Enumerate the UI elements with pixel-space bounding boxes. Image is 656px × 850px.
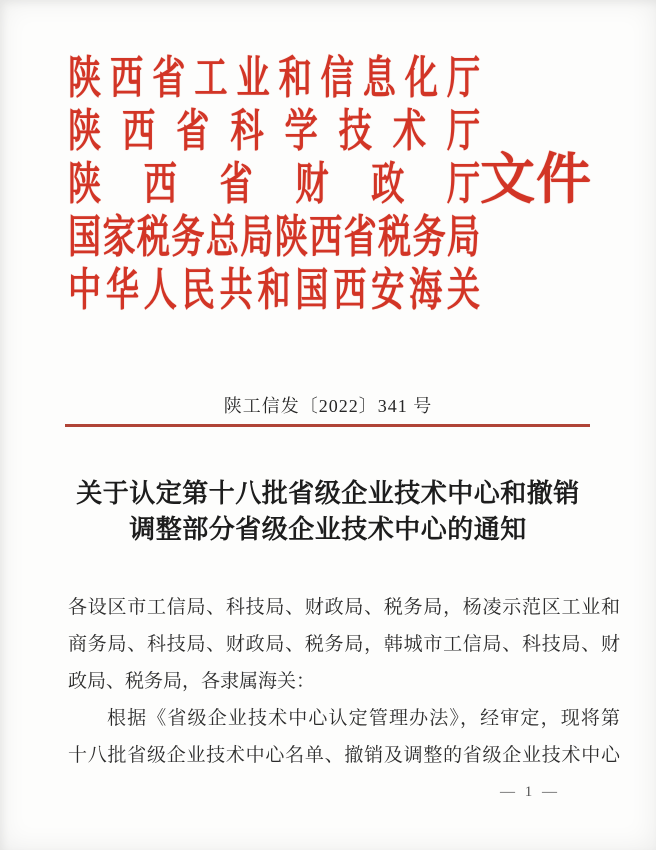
document-title: [20, 476, 636, 548]
letterhead-doc-suffix: 文件: [480, 149, 593, 210]
red-separator-rule: [65, 424, 590, 427]
page-number: — 1 —: [500, 784, 560, 800]
document-body: [68, 589, 620, 774]
recipient-line-1: 各设区市工信局、科技局、财政局、税务局，杨凌示范区工业和: [68, 597, 620, 618]
letterhead-agency-line-3: 陕西省财政厅: [68, 159, 481, 209]
letterhead-agency-lines: [68, 52, 480, 317]
letterhead-agency-line-4: 国家税务总局陕西省税务局: [68, 212, 481, 262]
paragraph-line-2: 十八批省级企业技术中心名单、撤销及调整的省级企业技术中心: [68, 745, 620, 766]
letterhead-agency-line-2: 陕西省科学技术厅: [68, 106, 481, 156]
letterhead-agency-line-1: 陕西省工业和信息化厅: [68, 53, 481, 103]
document-title-line-2: 调整部分省级企业技术中心的通知: [129, 515, 527, 544]
document-title-line-1: 关于认定第十八批省级企业技术中心和撤销: [76, 479, 580, 508]
letterhead-agency-line-5: 中华人民共和国西安海关: [68, 265, 481, 315]
paragraph-line-1: 根据《省级企业技术中心认定管理办法》，经审定，现将第: [107, 708, 620, 729]
recipient-line-3: 政局、税务局，各隶属海关：: [68, 671, 316, 692]
reference-number: 陕工信发〔2022〕341 号: [223, 396, 433, 416]
recipient-line-2: 商务局、科技局、财政局、税务局，韩城市工信局、科技局、财: [68, 634, 620, 655]
